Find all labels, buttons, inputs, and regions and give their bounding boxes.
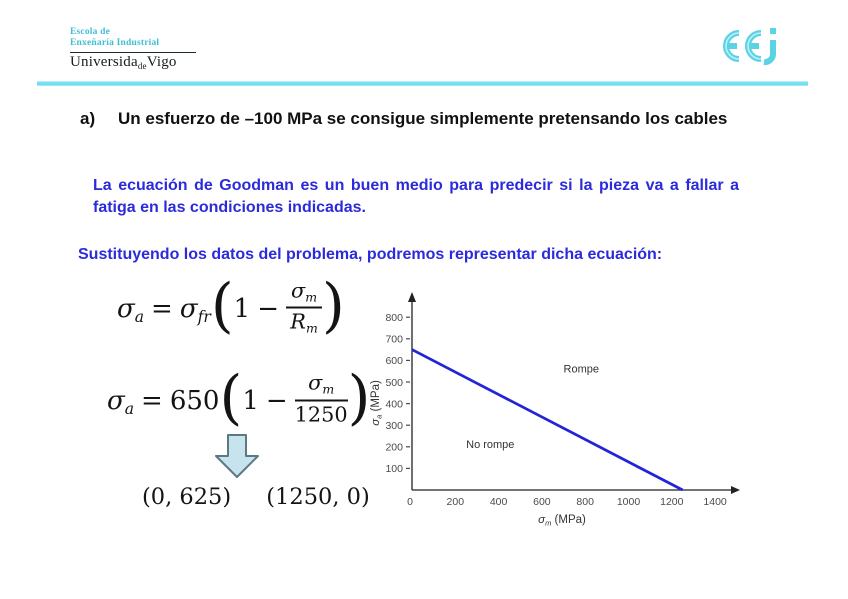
x-axis-arrow: [731, 486, 740, 494]
goodman-chart: [365, 285, 765, 535]
eq1-one: 1: [233, 294, 251, 324]
y-axis-label: $\sigma_a$ (MPa): [370, 380, 384, 426]
eq2-equals: =: [141, 386, 163, 416]
eq1-minus: −: [257, 294, 279, 324]
y-axis-arrow: [408, 292, 416, 302]
school-name: [70, 27, 196, 53]
intercept-point-2: (1250, 0): [266, 484, 370, 510]
eq2-open-paren: (: [219, 363, 243, 432]
x-tick-label: 0: [407, 496, 413, 508]
intercept-point-1: (0, 625): [142, 484, 232, 510]
eq2-fraction: [295, 372, 348, 427]
x-axis-label: $\sigma_m$ (MPa): [538, 514, 586, 528]
eq1-den-subscript: m: [305, 320, 318, 336]
x-tick-label: 400: [489, 496, 508, 508]
x-tick-label: 1200: [660, 496, 684, 508]
eq2-num-symbol: σ: [308, 370, 323, 395]
y-tick-label: 700: [385, 333, 403, 346]
intercept-points: [142, 484, 398, 510]
eei-logo-dot: [770, 28, 776, 34]
title-marker: a): [80, 109, 96, 128]
uvigo-logo: [70, 27, 196, 71]
eq1-fraction: [286, 279, 322, 336]
eei-logo: [720, 24, 780, 72]
x-tick-label: 200: [446, 496, 465, 508]
y-tick-label: 200: [385, 441, 403, 454]
school-name-line1: Escola de: [70, 27, 111, 37]
eq1-lhs-symbol: σ: [117, 294, 135, 324]
goodman-line: [412, 350, 683, 490]
eq1-lhs-subscript: a: [134, 307, 145, 326]
down-arrow-icon: [213, 433, 261, 479]
paragraph-substitution: Sustituyendo los datos del problema, podremos representar dicha ecuación:: [78, 246, 663, 263]
header-rule: [37, 81, 808, 86]
y-tick-label: 500: [385, 376, 403, 389]
eq1-open-paren: (: [210, 271, 234, 340]
eq2-lhs-subscript: a: [124, 399, 135, 418]
eq1-equals: =: [151, 294, 173, 324]
paragraph-goodman: La ecuación de Goodman es un buen medio para predecir si la pieza va a fallar a fatiga en las condiciones indicadas.: [93, 177, 739, 216]
x-tick-label: 600: [533, 496, 551, 508]
title-text: Un esfuerzo de –100 MPa se consigue simplemente pretensando los cables: [118, 109, 728, 128]
eq2-one: 1: [242, 386, 259, 416]
chart-annotation: Rompe: [563, 363, 600, 376]
eq2-denominator: 1250: [294, 402, 348, 427]
eq1-den-symbol: R: [290, 309, 306, 334]
eq2-numerator: [295, 372, 348, 401]
y-tick-label: 100: [385, 463, 403, 476]
eq1-num-subscript: m: [305, 289, 318, 305]
eq2-close-paren: ): [347, 363, 371, 432]
university-suffix: Vigo: [146, 54, 177, 70]
eq2-lhs-symbol: σ: [107, 386, 125, 416]
y-tick-label: 800: [385, 312, 403, 324]
y-tick-label: 400: [385, 398, 403, 411]
x-tick-label: 800: [576, 496, 594, 508]
university-de: de: [137, 61, 147, 71]
university-name: [70, 54, 196, 71]
eq2-coefficient: 650: [169, 386, 220, 416]
equation-goodman-general: [117, 271, 345, 344]
school-name-line2: Enxeñaría Industrial: [70, 38, 160, 48]
eq2-num-subscript: m: [322, 381, 335, 397]
page-title: [80, 109, 727, 129]
goodman-chart-svg: [365, 285, 765, 535]
university-prefix: Universida: [70, 54, 138, 70]
eq1-numerator: [286, 279, 322, 308]
equation-goodman-numeric: [107, 363, 371, 436]
eq1-denominator: [286, 309, 322, 336]
x-tick-label: 1000: [616, 496, 641, 508]
eq1-rhs-subscript: fr: [197, 307, 211, 326]
eq1-close-paren: ): [322, 271, 345, 340]
eq1-rhs-symbol: σ: [179, 294, 198, 324]
y-tick-label: 300: [385, 420, 403, 432]
y-tick-label: 600: [385, 355, 403, 368]
eq1-num-symbol: σ: [291, 278, 306, 303]
eq2-minus: −: [265, 386, 288, 416]
chart-annotation: No rompe: [466, 438, 515, 451]
x-tick-label: 1400: [703, 496, 727, 508]
